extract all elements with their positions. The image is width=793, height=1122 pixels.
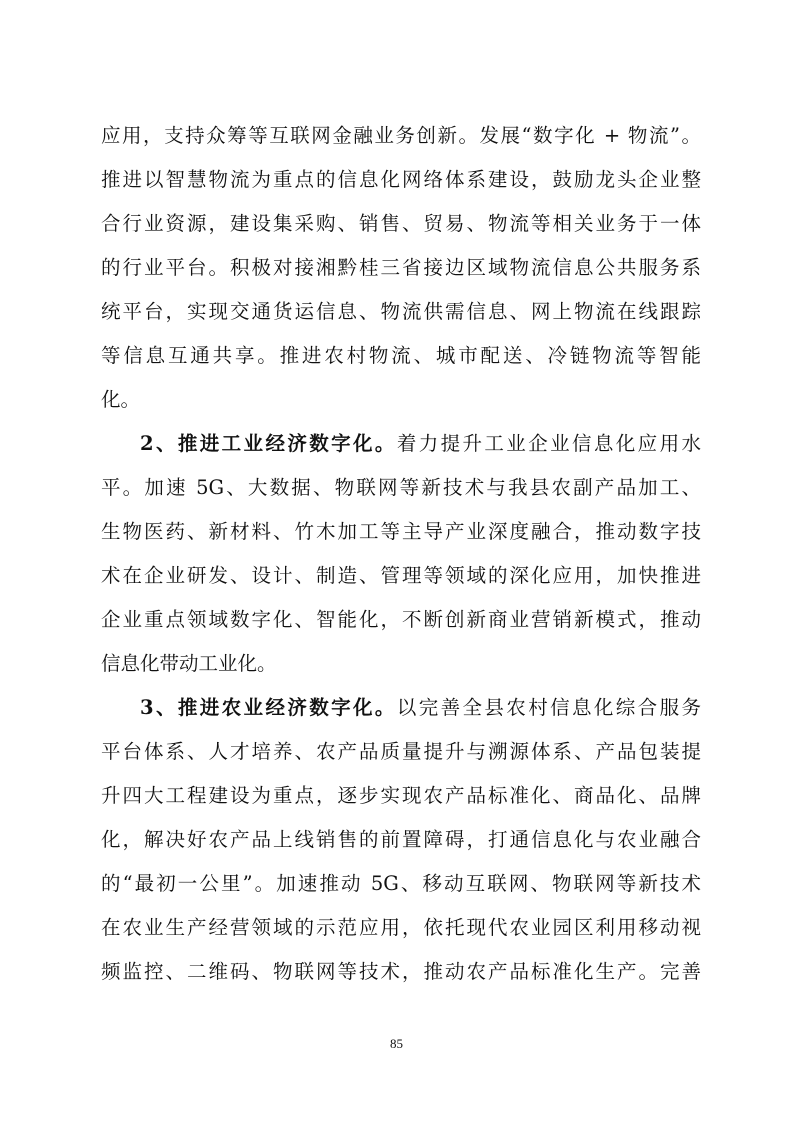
- paragraph-1-line-1: 应用，支持众筹等互联网金融业务创新。发展“数字化 + 物流”。: [101, 124, 701, 147]
- paragraph-3-line-5: 的“最初一公里”。加速推动 5G、移动互联网、物联网等新技术: [101, 872, 701, 895]
- paragraph-2-line-5: 企业重点领域数字化、智能化，不断创新商业营销新模式，推动: [101, 608, 701, 631]
- paragraph-1-line-5: 统平台，实现交通货运信息、物流供需信息、网上物流在线跟踪: [101, 300, 701, 323]
- paragraph-1-line-4: 的行业平台。积极对接湘黔桂三省接边区域物流信息公共服务系: [101, 256, 701, 279]
- paragraph-2-line-6: 信息化带动工业化。: [101, 652, 277, 675]
- paragraph-2-line-2: 平。加速 5G、大数据、物联网等新技术与我县农副产品加工、: [101, 476, 701, 499]
- paragraph-1-line-3: 合行业资源，建设集采购、销售、贸易、物流等相关业务于一体: [101, 212, 701, 235]
- paragraph-3-line-3: 升四大工程建设为重点，逐步实现农产品标准化、商品化、品牌: [101, 784, 701, 807]
- paragraph-1-line-6: 等信息互通共享。推进农村物流、城市配送、冷链物流等智能: [101, 344, 701, 367]
- paragraph-1-line-7: 化。: [101, 388, 141, 411]
- section-2-heading: 2、推进工业经济数字化。: [140, 432, 397, 455]
- paragraph-3-line-6: 在农业生产经营领域的示范应用，依托现代农业园区利用移动视: [101, 916, 701, 939]
- paragraph-3-line-2: 平台体系、人才培养、农产品质量提升与溯源体系、产品包装提: [101, 740, 701, 763]
- paragraph-1-line-2: 推进以智慧物流为重点的信息化网络体系建设，鼓励龙头企业整: [101, 168, 701, 191]
- page-number: 85: [390, 1036, 403, 1051]
- paragraph-2-line-1-text: 着力提升工业企业信息化应用水: [396, 432, 701, 455]
- section-3-heading: 3、推进农业经济数字化。: [140, 696, 397, 719]
- paragraph-3-line-1: [140, 694, 701, 722]
- paragraph-2-line-1: [140, 430, 701, 458]
- paragraph-2-line-3: 生物医药、新材料、竹木加工等主导产业深度融合，推动数字技: [101, 520, 701, 543]
- paragraph-3-line-1-text: 以完善全县农村信息化综合服务: [396, 696, 701, 719]
- paragraph-3-line-4: 化，解决好农产品上线销售的前置障碍，打通信息化与农业融合: [101, 828, 701, 851]
- paragraph-2-line-4: 术在企业研发、设计、制造、管理等领域的深化应用，加快推进: [101, 564, 701, 587]
- paragraph-3-line-7: 频监控、二维码、物联网等技术，推动农产品标准化生产。完善: [101, 960, 701, 983]
